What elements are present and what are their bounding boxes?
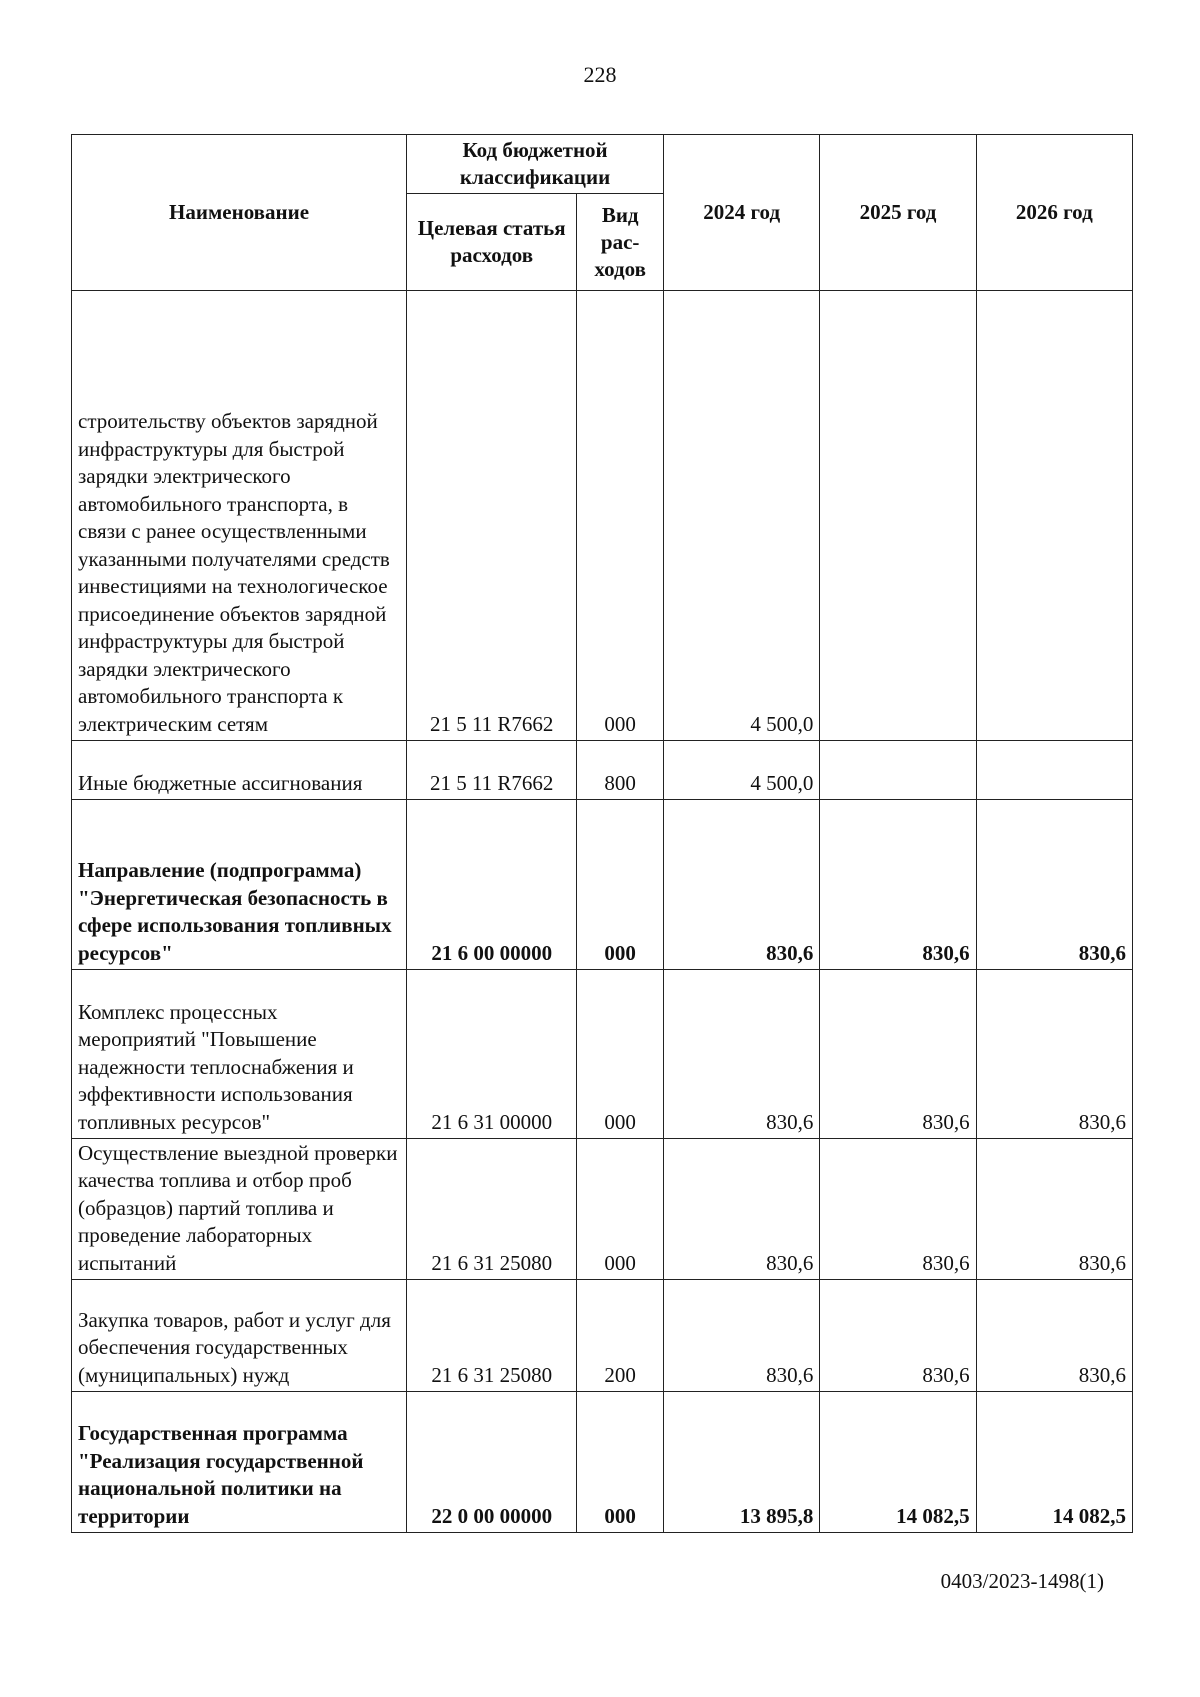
row-name: Закупка товаров, работ и услуг для обеспечения государственных (муниципальных) нужд: [72, 1280, 407, 1392]
header-target-article: Целевая статья расходов: [407, 194, 577, 291]
row-target-article: 21 6 31 25080: [407, 1139, 577, 1280]
row-value-2025: 14 082,5: [820, 1392, 976, 1533]
page-number: 228: [583, 62, 617, 87]
table-row: [72, 970, 1133, 1139]
row-value-2024: 13 895,8: [664, 1392, 820, 1533]
row-value-2026: [976, 741, 1132, 800]
row-value-2026: 830,6: [976, 1280, 1132, 1392]
row-value-2026: [976, 291, 1132, 741]
row-expense-type: 800: [577, 741, 664, 800]
table-row: [72, 1392, 1133, 1533]
row-expense-type: 000: [577, 1392, 664, 1533]
row-value-2025: [820, 291, 976, 741]
row-name: Осуществление выездной проверки качества топлива и отбор проб (образцов) партий топлива и проведение лабораторных испытаний: [72, 1139, 407, 1280]
header-name: Наименование: [72, 135, 407, 291]
row-value-2024: 4 500,0: [664, 291, 820, 741]
row-name: Направление (подпрограмма) "Энергетическая безопасность в сфере использования топливных ресурсов": [72, 800, 407, 970]
row-name: строительству объектов зарядной инфраструктуры для быстрой зарядки электрического автомобильного транспорта, в связи с ранее осуществленными указанными получателями средств инвестициями на технологическое присоединение объектов зарядной инфраструктуры для быстрой зарядки электрического автомобильного транспорта к электрическим сетям: [72, 291, 407, 741]
row-target-article: 21 6 31 25080: [407, 1280, 577, 1392]
row-target-article: 21 5 11 R7662: [407, 741, 577, 800]
row-value-2026: 830,6: [976, 1139, 1132, 1280]
row-value-2024: 830,6: [664, 970, 820, 1139]
table-row: [72, 1139, 1133, 1280]
row-target-article: 22 0 00 00000: [407, 1392, 577, 1533]
row-target-article: 21 6 31 00000: [407, 970, 577, 1139]
row-target-article: 21 6 00 00000: [407, 800, 577, 970]
header-year-2025: 2025 год: [820, 135, 976, 291]
header-year-2024: 2024 год: [664, 135, 820, 291]
budget-table: [71, 134, 1133, 1533]
header-expense-type: Вид рас- ходов: [577, 194, 664, 291]
row-value-2024: 830,6: [664, 1280, 820, 1392]
row-value-2025: 830,6: [820, 970, 976, 1139]
document-code: 0403/2023-1498(1): [940, 1569, 1104, 1593]
row-name: Государственная программа "Реализация государственной национальной политики на территории: [72, 1392, 407, 1533]
table-row: [72, 800, 1133, 970]
row-value-2025: [820, 741, 976, 800]
row-name: Иные бюджетные ассигнования: [72, 741, 407, 800]
header-year-2026: 2026 год: [976, 135, 1132, 291]
row-expense-type: 000: [577, 800, 664, 970]
row-value-2025: 830,6: [820, 800, 976, 970]
header-kbk-group: Код бюджетной классификации: [407, 135, 664, 194]
row-expense-type: 000: [577, 291, 664, 741]
row-value-2026: 830,6: [976, 970, 1132, 1139]
row-value-2026: 14 082,5: [976, 1392, 1132, 1533]
row-target-article: 21 5 11 R7662: [407, 291, 577, 741]
row-value-2024: 830,6: [664, 800, 820, 970]
table-row: [72, 1280, 1133, 1392]
row-value-2025: 830,6: [820, 1280, 976, 1392]
row-value-2024: 830,6: [664, 1139, 820, 1280]
table-row: [72, 291, 1133, 741]
row-expense-type: 200: [577, 1280, 664, 1392]
row-value-2024: 4 500,0: [664, 741, 820, 800]
row-expense-type: 000: [577, 970, 664, 1139]
row-value-2025: 830,6: [820, 1139, 976, 1280]
row-expense-type: 000: [577, 1139, 664, 1280]
table-row: [72, 741, 1133, 800]
row-value-2026: 830,6: [976, 800, 1132, 970]
row-name: Комплекс процессных мероприятий "Повышение надежности теплоснабжения и эффективности использования топливных ресурсов": [72, 970, 407, 1139]
